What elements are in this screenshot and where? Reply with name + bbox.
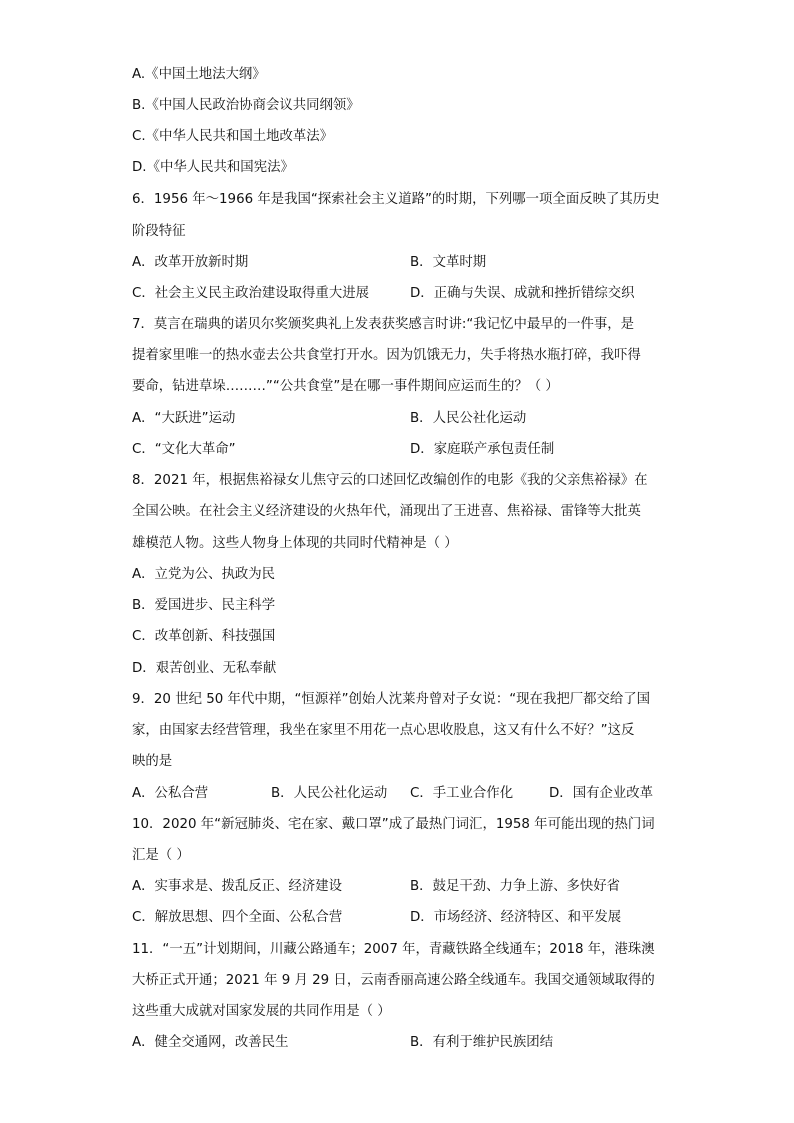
q11-option-b: B．有利于维护民族团结 bbox=[410, 1035, 554, 1050]
q9-option-a: A．公私合营 bbox=[132, 786, 209, 801]
q8-option-d: D．艰苦创业、无私奉献 bbox=[132, 661, 277, 676]
q11-option-a: A．健全交通网，改善民生 bbox=[132, 1035, 289, 1050]
q10-option-b: B．鼓足干劲、力争上游、多快好省 bbox=[410, 879, 621, 894]
q6-stem-line2: 阶段特征 bbox=[132, 224, 186, 239]
q5-option-a: A.《中国土地法大纲》 bbox=[132, 67, 266, 82]
q11-stem-line3: 这些重大成就对国家发展的共同作用是（ ） bbox=[132, 1004, 391, 1019]
q9-option-d: D．国有企业改革 bbox=[549, 786, 654, 801]
q8-option-c: C．改革创新、科技强国 bbox=[132, 629, 276, 644]
q10-option-c: C．解放思想、四个全面、公私合营 bbox=[132, 910, 343, 925]
q7-stem-line3: 要命，钻进草垛………”“公共食堂”是在哪一事件期间应运而生的？（ ） bbox=[132, 379, 559, 394]
q8-stem-line3: 雄模范人物。这些人物身上体现的共同时代精神是（ ） bbox=[132, 536, 458, 551]
q7-stem-line1: 7．莫言在瑞典的诺贝尔奖颁奖典礼上发表获奖感言时讲:“我记忆中最早的一件事，是 bbox=[132, 317, 635, 332]
q7-stem-line2: 提着家里唯一的热水壶去公共食堂打开水。因为饥饿无力，失手将热水瓶打碎，我吓得 bbox=[132, 348, 641, 363]
q6-option-c: C．社会主义民主政治建设取得重大进展 bbox=[132, 286, 369, 301]
q9-stem-line1: 9．20 世纪 50 年代中期，“恒源祥”创始人沈莱舟曾对子女说：“现在我把厂都交给了国 bbox=[132, 692, 651, 707]
q9-option-b: B．人民公社化运动 bbox=[271, 786, 388, 801]
q8-option-b: B．爱国进步、民主科学 bbox=[132, 598, 276, 613]
q7-option-d: D．家庭联产承包责任制 bbox=[410, 442, 555, 457]
q8-option-a: A．立党为公、执政为民 bbox=[132, 567, 276, 582]
q5-option-d: D.《中华人民共和国宪法》 bbox=[132, 160, 294, 175]
q8-stem-line1: 8．2021 年，根据焦裕禄女儿焦守云的口述回忆改编创作的电影《我的父亲焦裕禄》在 bbox=[132, 473, 648, 488]
q6-option-a: A．改革开放新时期 bbox=[132, 255, 249, 270]
q5-option-c: C.《中华人民共和国土地改革法》 bbox=[132, 129, 334, 144]
q7-option-b: B．人民公社化运动 bbox=[410, 411, 527, 426]
q7-option-a: A．“大跃进”运动 bbox=[132, 411, 236, 426]
q10-stem-line1: 10．2020 年“新冠肺炎、宅在家、戴口罩”成了最热门词汇，1958 年可能出现的热门词 bbox=[132, 817, 655, 832]
q11-stem-line1: 11．“一五”计划期间，川藏公路通车；2007 年，青藏铁路全线通车；2018 年，港珠澳 bbox=[132, 942, 655, 957]
q6-option-d: D．正确与失误、成就和挫折错综交织 bbox=[410, 286, 635, 301]
q7-option-c: C．“文化大革命” bbox=[132, 442, 236, 457]
q9-stem-line3: 映的是 bbox=[132, 754, 173, 769]
q10-option-a: A．实事求是、拨乱反正、经济建设 bbox=[132, 879, 343, 894]
q6-stem-line1: 6．1956 年～1966 年是我国“探索社会主义道路”的时期，下列哪一项全面反映了其历史 bbox=[132, 192, 660, 207]
q5-option-b: B.《中国人民政治协商会议共同纲领》 bbox=[132, 98, 360, 113]
q9-stem-line2: 家，由国家去经营管理，我坐在家里不用花一点心思收股息，这又有什么不好？”这反 bbox=[132, 723, 635, 738]
q6-option-b: B．文革时期 bbox=[410, 255, 487, 270]
q9-option-c: C．手工业合作化 bbox=[410, 786, 514, 801]
q8-stem-line2: 全国公映。在社会主义经济建设的火热年代，涌现出了王进喜、焦裕禄、雷锋等大批英 bbox=[132, 504, 641, 519]
q11-stem-line2: 大桥正式开通；2021 年 9 月 29 日，云南香丽高速公路全线通车。我国交通领域取得的 bbox=[132, 973, 655, 988]
q10-option-d: D．市场经济、经济特区、和平发展 bbox=[410, 910, 622, 925]
q10-stem-line2: 汇是（ ） bbox=[132, 848, 190, 863]
